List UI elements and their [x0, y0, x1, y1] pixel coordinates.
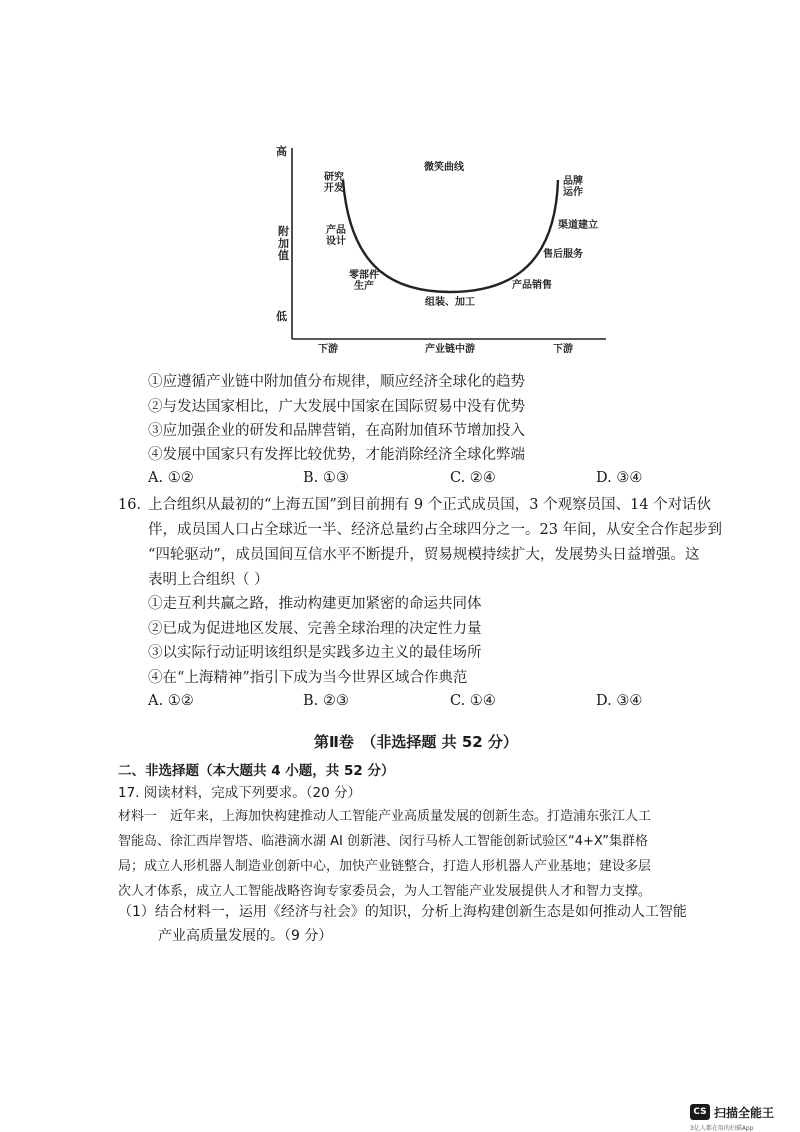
- chart-title: 微笑曲线: [424, 162, 464, 173]
- x-label-left: 下游: [318, 344, 338, 355]
- part2-section-heading: 二、非选择题（本大题共 4 小题，共 52 分）: [118, 763, 395, 779]
- q16-option-c[interactable]: C. ①④: [450, 693, 496, 709]
- q15-option-d[interactable]: D. ③④: [596, 470, 643, 486]
- q16-option-a[interactable]: A. ①②: [148, 693, 194, 709]
- q17-sub1-line-2: 产业高质量发展的。（9 分）: [158, 928, 333, 944]
- q15-item-1: ①应遵循产业链中附加值分布规律，顺应经济全球化的趋势: [148, 374, 525, 390]
- material-line-1: 材料一 近年来，上海加快构建推动人工智能产业高质量发展的创新生态。打造浦东张江人工: [118, 809, 652, 824]
- q15-option-a[interactable]: A. ①②: [148, 470, 194, 486]
- x-label-center: 产业链中游: [425, 344, 475, 355]
- watermark-name: 扫描全能王: [714, 1106, 775, 1120]
- q16-stem-line-4: 表明上合组织（ ）: [148, 572, 269, 588]
- axis-value-label: 附加值: [278, 225, 289, 262]
- stage-assembly: 组装、加工: [425, 297, 475, 308]
- camscanner-logo-icon: CS: [690, 1104, 710, 1120]
- q15-option-b[interactable]: B. ①③: [303, 470, 349, 486]
- axis-high-label: 高: [276, 145, 287, 158]
- stage-after-sales: 售后服务: [543, 249, 583, 260]
- material-line-3: 局；成立人形机器人制造业创新中心，加快产业链整合，打造人形机器人产业基地；建设多层: [118, 859, 652, 874]
- x-label-right: 下游: [553, 344, 573, 355]
- q16-stem-line-2: 伴，成员国人口占全球近一半、经济总量约占全球四分之一。23 年间，从安全合作起步到: [148, 522, 723, 538]
- q15-option-c[interactable]: C. ②④: [450, 470, 496, 486]
- q16-stem-line-3: “四轮驱动”，成员国间互信水平不断提升，贸易规模持续扩大，发展势头日益增强。这: [148, 547, 700, 563]
- q16-option-d[interactable]: D. ③④: [596, 693, 643, 709]
- material-line-2: 智能岛、徐汇西岸智塔、临港滴水湖 AI 创新港、闵行马桥人工智能创新试验区“4+X”集群格: [118, 834, 649, 849]
- q15-item-4: ④发展中国家只有发挥比较优势，才能消除经济全球化弊端: [148, 447, 525, 463]
- q15-item-3: ③应加强企业的研发和品牌营销，在高附加值环节增加投入: [148, 423, 525, 439]
- q15-item-2: ②与发达国家相比，广大发展中国家在国际贸易中没有优势: [148, 399, 525, 415]
- q17-sub1-line-1: （1）结合材料一，运用《经济与社会》的知识，分析上海构建创新生态是如何推动人工智能: [118, 904, 687, 920]
- axis-low-label: 低: [276, 310, 287, 323]
- q16-stem-line-1: 上合组织从最初的“上海五国”到目前拥有 9 个正式成员国，3 个观察员国、14 个对话伙: [148, 497, 712, 513]
- stage-design: 产品设计: [326, 225, 346, 247]
- q17-intro: 17. 阅读材料，完成下列要求。（20 分）: [118, 785, 361, 801]
- q16-item-2: ②已成为促进地区发展、完善全球治理的决定性力量: [148, 621, 482, 637]
- stage-sales: 产品销售: [512, 280, 552, 291]
- part2-title: 第Ⅱ卷 （非选择题 共 52 分）: [314, 733, 518, 751]
- stage-rd: 研究开发: [324, 172, 344, 194]
- stage-parts: 零部件生产: [349, 270, 379, 292]
- q16-number: 16.: [118, 497, 142, 513]
- material-line-4: 次人才体系，成立人工智能战略咨询专家委员会，为人工智能产业发展提供人才和智力支撑。: [118, 884, 652, 899]
- q16-option-b[interactable]: B. ②③: [303, 693, 349, 709]
- q16-item-4: ④在“上海精神”指引下成为当今世界区域合作典范: [148, 670, 468, 686]
- q16-item-1: ①走互利共赢之路，推动构建更加紧密的命运共同体: [148, 596, 482, 612]
- stage-channels: 渠道建立: [558, 220, 598, 231]
- watermark-tagline: 3亿人都在用的扫描App: [690, 1125, 754, 1132]
- q16-item-3: ③以实际行动证明该组织是实践多边主义的最佳场所: [148, 645, 482, 661]
- chart-canvas: [0, 0, 800, 360]
- stage-brand: 品牌运作: [563, 176, 583, 198]
